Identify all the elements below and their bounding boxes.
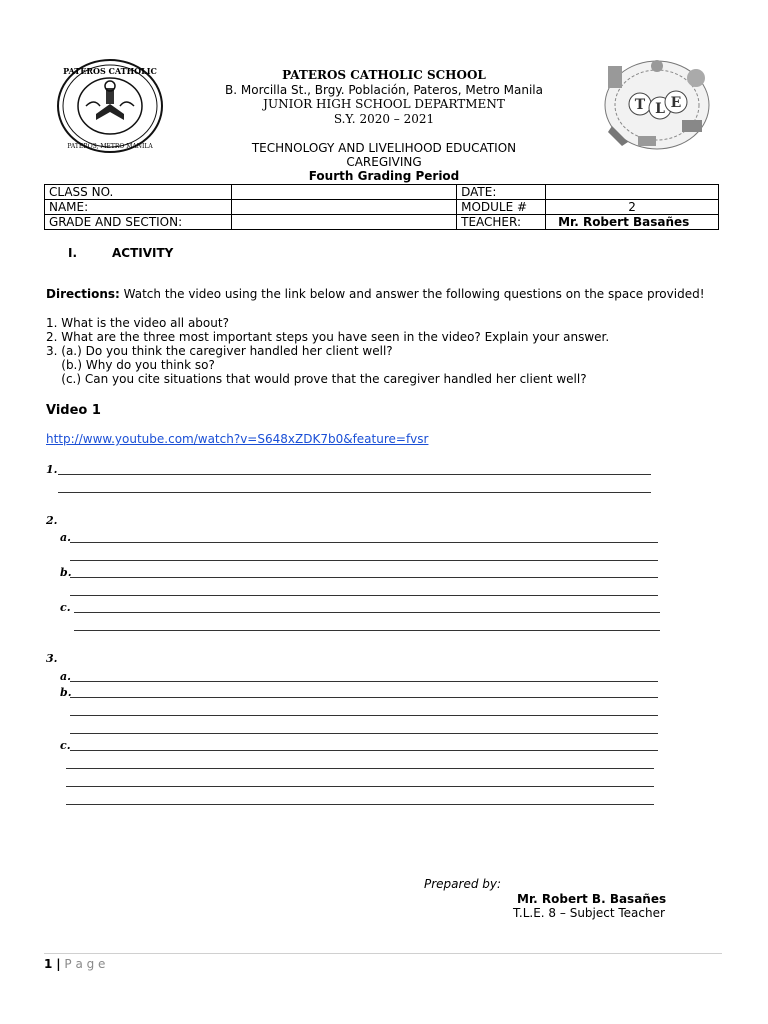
date-field[interactable] <box>546 185 719 200</box>
class-no-label: CLASS NO. <box>45 185 232 200</box>
answer-line[interactable] <box>66 768 654 769</box>
name-label: NAME: <box>45 200 232 215</box>
answer-3a-label: a. <box>60 670 71 683</box>
answer-3-label: 3. <box>46 652 58 665</box>
page-number: 1 <box>44 957 53 971</box>
answer-line[interactable] <box>70 577 658 578</box>
svg-text:PATEROS, METRO MANILA: PATEROS, METRO MANILA <box>67 143 153 150</box>
svg-text:T: T <box>634 97 646 113</box>
question-3a: 3. (a.) Do you think the caregiver handled her client well? <box>46 344 393 358</box>
strand-title: CAREGIVING <box>346 155 422 169</box>
section-title: ACTIVITY <box>112 246 174 260</box>
table-row <box>45 200 719 215</box>
class-no-field[interactable] <box>231 185 456 200</box>
grade-section-field[interactable] <box>231 215 456 230</box>
grade-section-label: GRADE AND SECTION: <box>45 215 232 230</box>
svg-text:L: L <box>655 101 665 117</box>
subject-title: TECHNOLOGY AND LIVELIHOOD EDUCATION <box>251 141 517 155</box>
answer-line[interactable] <box>70 750 658 751</box>
preparer-name: Mr. Robert B. Basañes <box>517 892 667 906</box>
answer-2-label: 2. <box>46 514 58 527</box>
answer-line[interactable] <box>58 492 651 493</box>
video-link[interactable]: http://www.youtube.com/watch?v=S648xZDK7b0&feature=fvsr <box>46 432 429 446</box>
answer-line[interactable] <box>70 681 658 682</box>
teacher-name: Mr. Robert Basañes <box>546 215 719 230</box>
answer-line[interactable] <box>70 595 658 596</box>
answer-2c-label: c. <box>60 601 71 614</box>
answer-line[interactable] <box>66 804 654 805</box>
question-2: 2. What are the three most important steps you have seen in the video? Explain your answer. <box>46 330 610 344</box>
svg-text:E: E <box>670 95 682 111</box>
question-3c: (c.) Can you cite situations that would prove that the caregiver handled her client well? <box>46 372 587 386</box>
answer-line[interactable] <box>66 786 654 787</box>
grading-period: Fourth Grading Period <box>308 169 460 183</box>
school-year: S.Y. 2020 – 2021 <box>333 112 435 126</box>
module-number: 2 <box>546 200 719 215</box>
directions <box>46 287 705 301</box>
department: JUNIOR HIGH SCHOOL DEPARTMENT <box>263 97 505 111</box>
directions-label: Directions: <box>46 287 120 301</box>
date-label: DATE: <box>457 185 546 200</box>
question-1: 1. What is the video all about? <box>46 316 229 330</box>
student-info-table <box>44 184 719 230</box>
page-separator: | <box>56 957 61 971</box>
page-footer <box>44 957 105 971</box>
table-row <box>45 215 719 230</box>
preparer-role: T.L.E. 8 – Subject Teacher <box>513 906 665 920</box>
answer-3c-label: c. <box>60 739 71 752</box>
answer-line[interactable] <box>70 560 658 561</box>
school-address: B. Morcilla St., Brgy. Población, Pateros, Metro Manila <box>225 83 543 97</box>
svg-text:PATEROS CATHOLIC: PATEROS CATHOLIC <box>63 66 157 76</box>
answer-line[interactable] <box>70 715 658 716</box>
module-label: MODULE # <box>457 200 546 215</box>
teacher-label: TEACHER: <box>457 215 546 230</box>
prepared-by-label: Prepared by: <box>424 877 502 891</box>
answer-1-label: 1. <box>46 463 58 476</box>
answer-2b-label: b. <box>60 566 72 579</box>
answer-line[interactable] <box>74 612 660 613</box>
video-title: Video 1 <box>46 403 101 418</box>
answer-3b-label: b. <box>60 686 72 699</box>
table-row <box>45 185 719 200</box>
answer-line[interactable] <box>58 474 651 475</box>
question-3b: (b.) Why do you think so? <box>46 358 215 372</box>
name-field[interactable] <box>231 200 456 215</box>
page-label: P a g e <box>64 957 106 971</box>
answer-2a-label: a. <box>60 531 71 544</box>
section-number: I. <box>68 246 78 260</box>
answer-line[interactable] <box>74 630 660 631</box>
answer-line[interactable] <box>70 733 658 734</box>
footer-divider <box>44 953 722 954</box>
school-name: PATEROS CATHOLIC SCHOOL <box>282 68 486 82</box>
answer-line[interactable] <box>70 542 658 543</box>
directions-text: Watch the video using the link below and answer the following questions on the space provided! <box>119 287 705 301</box>
answer-line[interactable] <box>70 697 658 698</box>
